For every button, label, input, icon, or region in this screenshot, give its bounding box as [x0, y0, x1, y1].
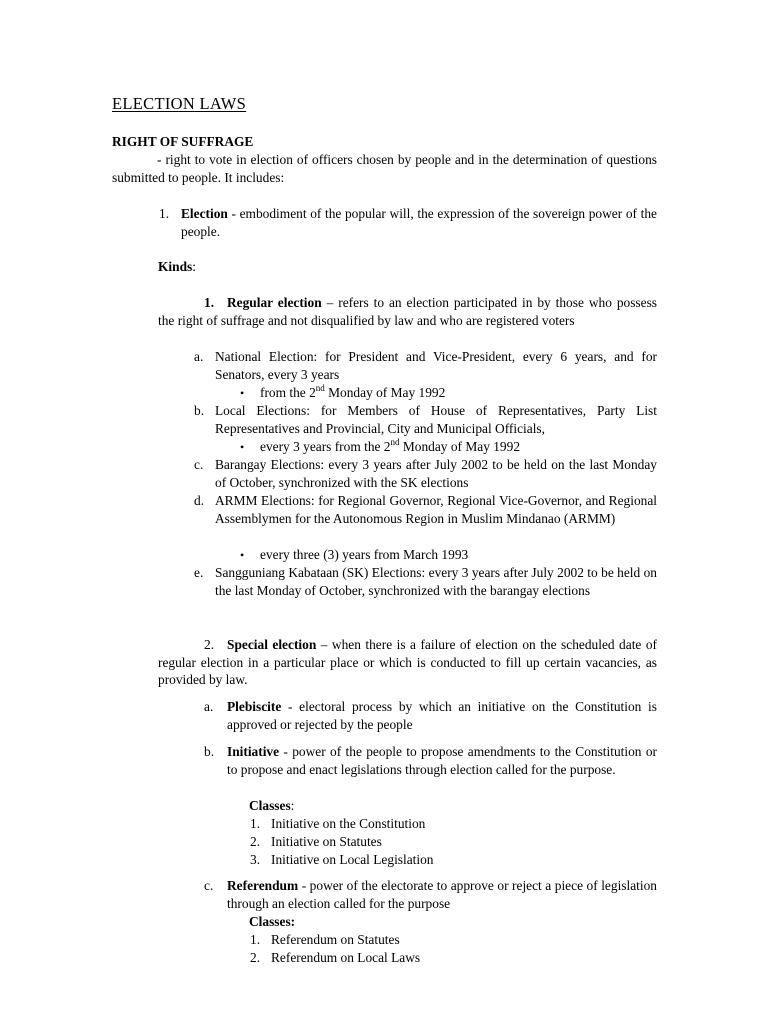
- initiative-term: Initiative: [227, 744, 280, 759]
- referendum-letter: c.: [204, 878, 214, 893]
- bullet-a-text: from the 2: [260, 385, 316, 400]
- special-number: 2.: [204, 637, 215, 652]
- bullet-icon: •: [240, 548, 245, 562]
- election-term: Election: [181, 206, 228, 221]
- special-election: [158, 636, 657, 689]
- kinds-label: [158, 258, 196, 276]
- initiative-class-number: 1.: [250, 816, 261, 831]
- special-term: Special election: [227, 637, 317, 652]
- regular-item-d-bullet: every three (3) years from March 1993: [260, 547, 469, 562]
- initiative-definition: - power of the people to propose amendments to the Constitution or to propose and enact legislations through election called for the purpose.: [227, 744, 657, 777]
- regular-letter-e: e.: [194, 565, 204, 580]
- regular-letter-a: a.: [194, 349, 204, 364]
- referendum-term: Referendum: [227, 878, 299, 893]
- initiative-classes-text: Classes: [249, 798, 291, 813]
- initiative-item: [227, 743, 657, 778]
- referendum-definition: - power of the electorate to approve or reject a piece of legislation through an election called for the purpose: [227, 878, 657, 911]
- referendum-class-number: 2.: [250, 950, 261, 965]
- regular-term: Regular election: [227, 295, 322, 310]
- initiative-letter: b.: [204, 744, 215, 759]
- referendum-class-number: 1.: [250, 932, 261, 947]
- election-item: [181, 205, 657, 240]
- bullet-a-after: Monday of May 1992: [324, 385, 446, 400]
- regular-number: 1.: [204, 295, 215, 310]
- regular-letter-d: d.: [194, 493, 205, 508]
- plebiscite-definition: - electoral process by which an initiative on the Constitution is approved or rejected by the people: [227, 699, 657, 732]
- regular-item-b: Local Elections: for Members of House of Representatives, Party List Representatives and Provincial, City and Municipal Officials,: [215, 403, 657, 436]
- initiative-class-item: Initiative on Statutes: [271, 834, 382, 849]
- regular-item-d: ARMM Elections: for Regional Governor, Regional Vice-Governor, and Regional Assemblymen for the Autonomous Region in Muslim Mindanao (ARMM): [215, 493, 657, 526]
- regular-item-b-bullet: [260, 438, 520, 456]
- plebiscite-letter: a.: [204, 699, 214, 714]
- bullet-b-after: Monday of May 1992: [399, 439, 521, 454]
- plebiscite-term: Plebiscite: [227, 699, 282, 714]
- initiative-class-item: Initiative on Local Legislation: [271, 852, 434, 867]
- referendum-class-item: Referendum on Local Laws: [271, 950, 421, 965]
- section-heading: RIGHT OF SUFFRAGE: [112, 134, 254, 149]
- special-definition: – when there is a failure of election on the scheduled date of regular election in a particular place or which is conducted to fill up certain vacancies, as provided by law.: [158, 637, 657, 688]
- regular-item-c: Barangay Elections: every 3 years after July 2002 to be held on the last Monday of October, synchronized with the SK elections: [215, 457, 657, 490]
- election-definition: - embodiment of the popular will, the expression of the sovereign power of the people.: [181, 206, 657, 239]
- regular-item-a: National Election: for President and Vice-President, every 6 years, and for Senators, every 3 years: [215, 349, 657, 382]
- regular-election: [158, 294, 657, 329]
- initiative-class-number: 2.: [250, 834, 261, 849]
- bullet-icon: •: [240, 440, 245, 454]
- document-title: ELECTION LAWS: [112, 94, 247, 113]
- kinds-colon: :: [192, 259, 196, 274]
- plebiscite-item: [227, 698, 657, 733]
- bullet-a-sup: nd: [315, 382, 325, 393]
- regular-item-a-bullet: [260, 384, 445, 402]
- regular-letter-b: b.: [194, 403, 205, 418]
- initiative-classes-label: [249, 797, 294, 815]
- bullet-icon: •: [240, 386, 245, 400]
- initiative-class-item: Initiative on the Constitution: [271, 816, 426, 831]
- regular-letter-c: c.: [194, 457, 204, 472]
- referendum-class-item: Referendum on Statutes: [271, 932, 400, 947]
- referendum-item: [227, 877, 657, 912]
- referendum-classes-label: Classes:: [249, 914, 296, 929]
- suffrage-definition: - right to vote in election of officers chosen by people and in the determination of questions submitted to people. It includes:: [112, 152, 657, 185]
- regular-item-e: Sangguniang Kabataan (SK) Elections: every 3 years after July 2002 to be held on the last Monday of October, synchronized with the barangay elections: [215, 565, 657, 598]
- bullet-b-sup: nd: [390, 436, 400, 447]
- initiative-classes-colon: :: [290, 798, 295, 813]
- kinds-label-text: Kinds: [158, 259, 193, 274]
- regular-definition: – refers to an election participated in by those who possess the right of suffrage and not disqualified by law and who are registered voters: [158, 295, 658, 328]
- bullet-b-text: every 3 years from the 2: [260, 439, 391, 454]
- initiative-class-number: 3.: [250, 852, 261, 867]
- election-item-number: 1.: [159, 206, 170, 221]
